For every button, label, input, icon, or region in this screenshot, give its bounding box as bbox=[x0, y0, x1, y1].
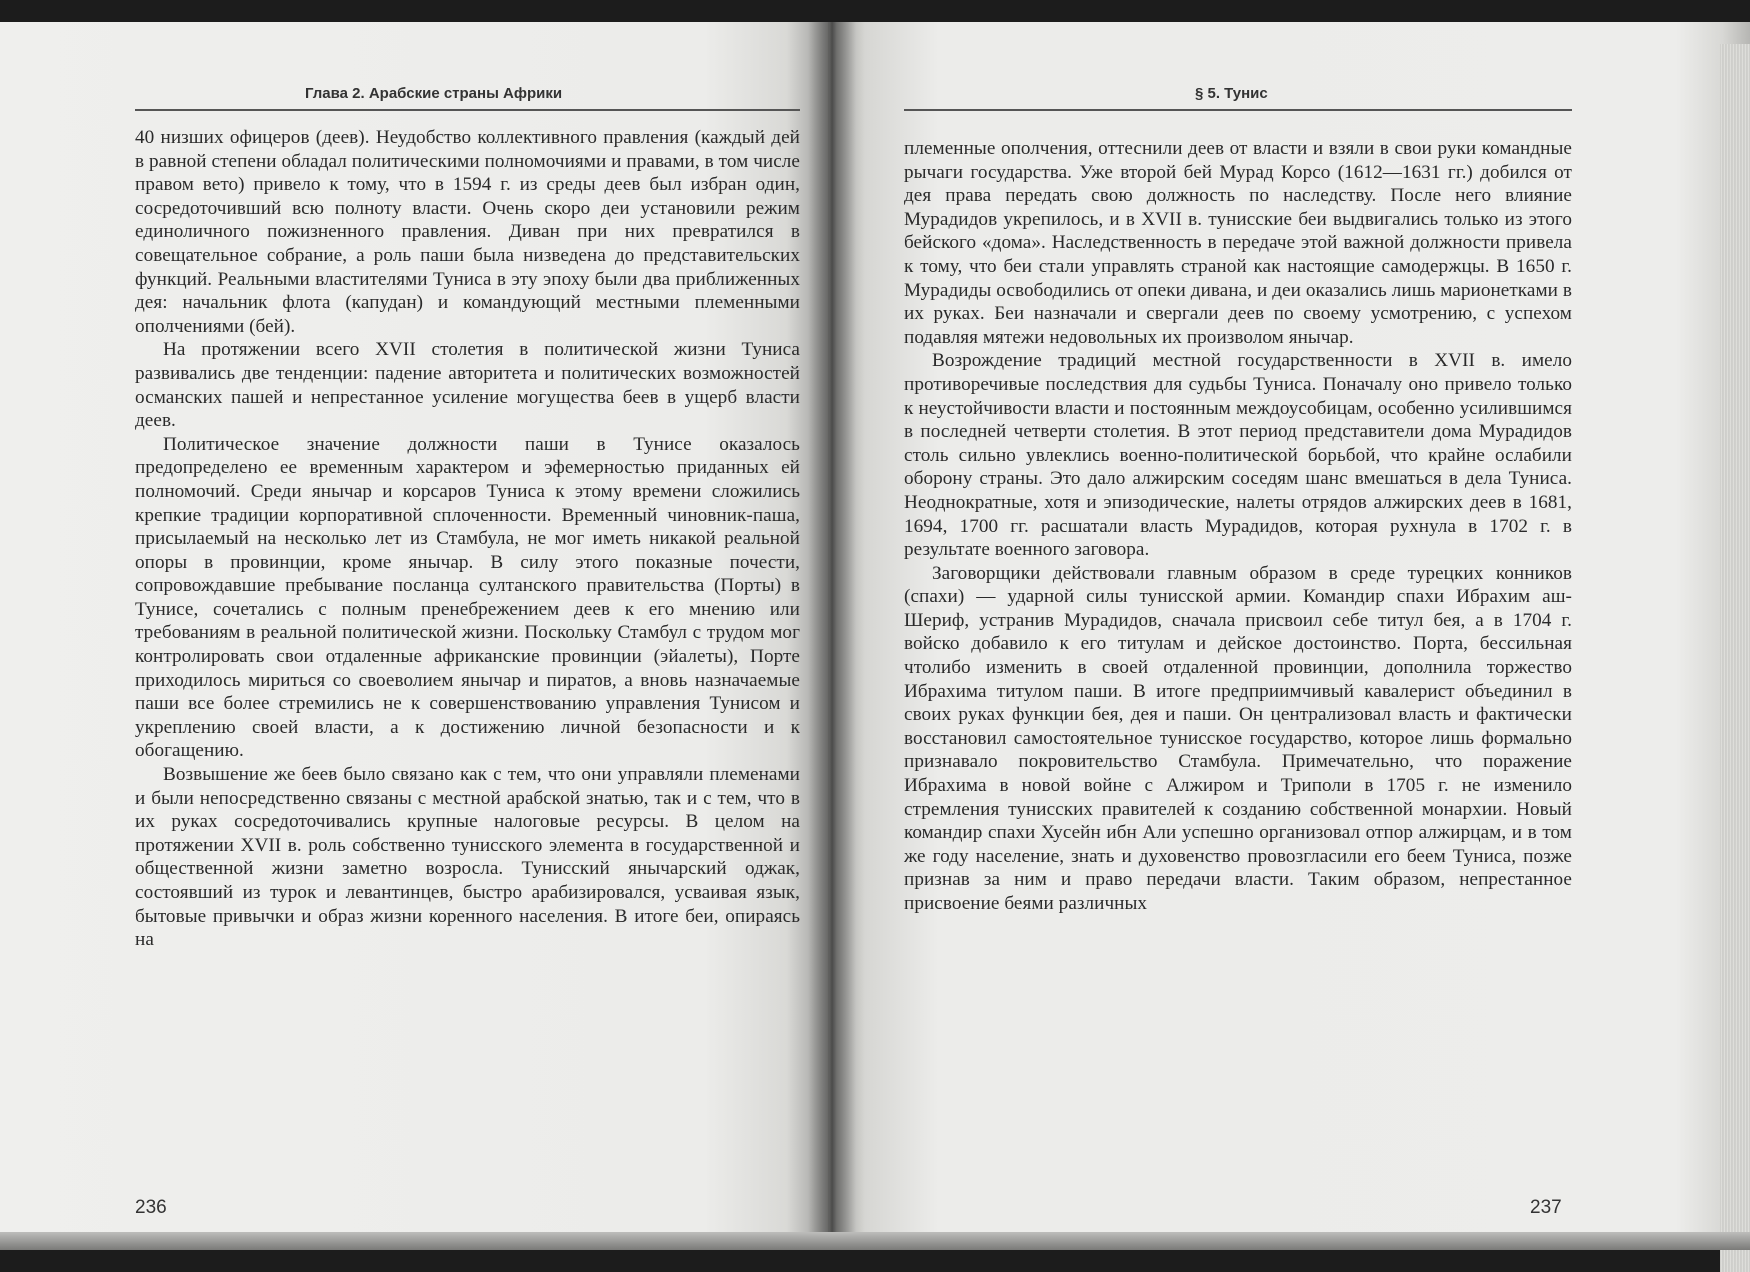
running-head-left: Глава 2. Арабские страны Африки bbox=[305, 85, 563, 102]
paragraph: племенные ополчения, оттеснили деев от власти и взяли в свои руки командные рычаги государства. Уже второй бей Мурад Корсо (1612—1631 гг.) добился от дея права передать свою должность по наследству. После него влияние Мурадидов укрепилось, и в XVII в. тунисские беи выдвигались только из этого бейского «дома». Наследственность в передаче этой важной должности привела к тому, что беи стали управлять страной как настоящие самодержцы. В 1650 г. Мурадиды освободились от опеки дивана, и деи оказались лишь марионетками в их руках. Беи назначали и свергали деев по своему усмотрению, с успехом подавляя мятежи недовольных их произволом янычар. bbox=[904, 138, 1572, 348]
page-edges bbox=[1720, 44, 1750, 1272]
paragraph: 40 низших офицеров (деев). Неудобство коллективного правления (каждый дей в равной степени обладал политическими полномочиями и правами, в том числе правом вето) привело к тому, что в 1594 г. из среды деев был избран один, сосредоточивший всю полноту власти. Очень скоро деи установили режим единоличного пожизненного правления. Диван при них превратился в совещательное собрание, а роль паши была низведена до представительских функций. Реальными властителями Туниса в эту эпоху были два приближенных дея: начальник флота (капудан) и командующий местными племенными ополчениями (бей). bbox=[135, 127, 800, 337]
book-gutter bbox=[808, 22, 856, 1250]
book-spread bbox=[0, 22, 1750, 1250]
page-number-right: 237 bbox=[1530, 1197, 1562, 1218]
running-head-right: § 5. Тунис bbox=[1195, 85, 1268, 102]
paragraph: Политическое значение должности паши в Тунисе оказалось предопределено ее временным характером и эфемерностью приданных ей полномочий. Среди янычар и корсаров Туниса к этому времени сложились крепкие традиции корпоративной сплоченности. Временный чиновник-паша, присылаемый на несколько лет из Стамбула, не мог иметь никакой реальной опоры в провинции, кроме янычар. В силу этого показные почести, сопровождавшие пребывание посланца султанского правительства (Порты) в Тунисе, сочетались с полным пренебрежением деев к его мнению или требованиям в реальной политической жизни. Поскольку Стамбул с трудом мог контролировать свои отдаленные африканские провинции (эйалеты), Порте приходилось мириться со своеволием янычар и пиратов, а вновь назначаемые паши все более стремились не к совершенствованию управления Тунисом и укреплению своей власти, а к достижению личной безопасности и к обогащению. bbox=[135, 433, 800, 762]
paragraph: Возвышение же беев было связано как с тем, что они управляли племенами и были непосредственно связаны с местной арабской знатью, так и с тем, что в их руках сосредоточивались крупные налоговые ресурсы. В целом на протяжении XVII в. роль собственно тунисского элемента в государственной и общественной жизни заметно возросла. Тунисский янычарский оджак, состоявший из турок и левантинцев, быстро арабизировался, усваивая язык, бытовые привычки и образ жизни коренного населения. В итоге беи, опираясь на bbox=[135, 764, 800, 951]
paragraph: Заговорщики действовали главным образом в среде турецких конников (спахи) — ударной силы тунисской армии. Командир спахи Ибрахим аш-Шериф, устранив Мурадидов, сначала присвоил себе титул бея, а в 1704 г. войско добавило к его титулам и дейское достоинство. Порта, бессильная чтолибо изменить в своей отдаленной провинции, дополнила торжество Ибрахима титулом паши. В итоге предприимчивый кавалерист объединил в своих руках функции бея, дея и паши. Он централизовал власть и фактически восстановил самостоятельное тунисское государство, которое лишь формально признавало покровительство Стамбула. Примечательно, что поражение Ибрахима в новой войне с Алжиром и Триполи в 1705 г. не изменило стремления тунисских правителей к созданию собственной монархии. Новый командир спахи Хусейн ибн Али успешно организовал отпор алжирцам, и в том же году население, знать и духовенство провозгласили его беем Туниса, позже признав за ним и право передачи власти. Таким образом, непрестанное присвоение беями различных bbox=[904, 562, 1572, 914]
left-body-text bbox=[135, 126, 800, 952]
header-rule-right bbox=[904, 109, 1572, 111]
left-page bbox=[0, 22, 828, 1250]
bottom-page-edge bbox=[0, 1232, 1750, 1250]
right-page bbox=[828, 22, 1750, 1250]
paragraph: На протяжении всего XVII столетия в политической жизни Туниса развивались две тенденции: падение авторитета и политических возможностей османских пашей и непрестанное усиление могущества беев в ущерб власти деев. bbox=[135, 339, 800, 432]
right-body-text bbox=[904, 137, 1572, 916]
page-number-left: 236 bbox=[135, 1197, 167, 1218]
header-rule-left bbox=[135, 109, 800, 111]
paragraph: Возрождение традиций местной государственности в XVII в. имело противоречивые последствия для судьбы Туниса. Поначалу оно привело только к неустойчивости власти и постоянным междоусобицам, особенно усилившимся в последней четверти столетия. В этот период представители дома Мурадидов столь сильно увлеклись военно-политической борьбой, что крайне ослабили оборону страны. Это дало алжирским соседям шанс вмешаться в дела Туниса. Неоднократные, хотя и эпизодические, налеты отрядов алжирских деев в 1681, 1694, 1700 гг. расшатали власть Мурадидов, которая рухнула в 1702 г. в результате военного заговора. bbox=[904, 350, 1572, 561]
